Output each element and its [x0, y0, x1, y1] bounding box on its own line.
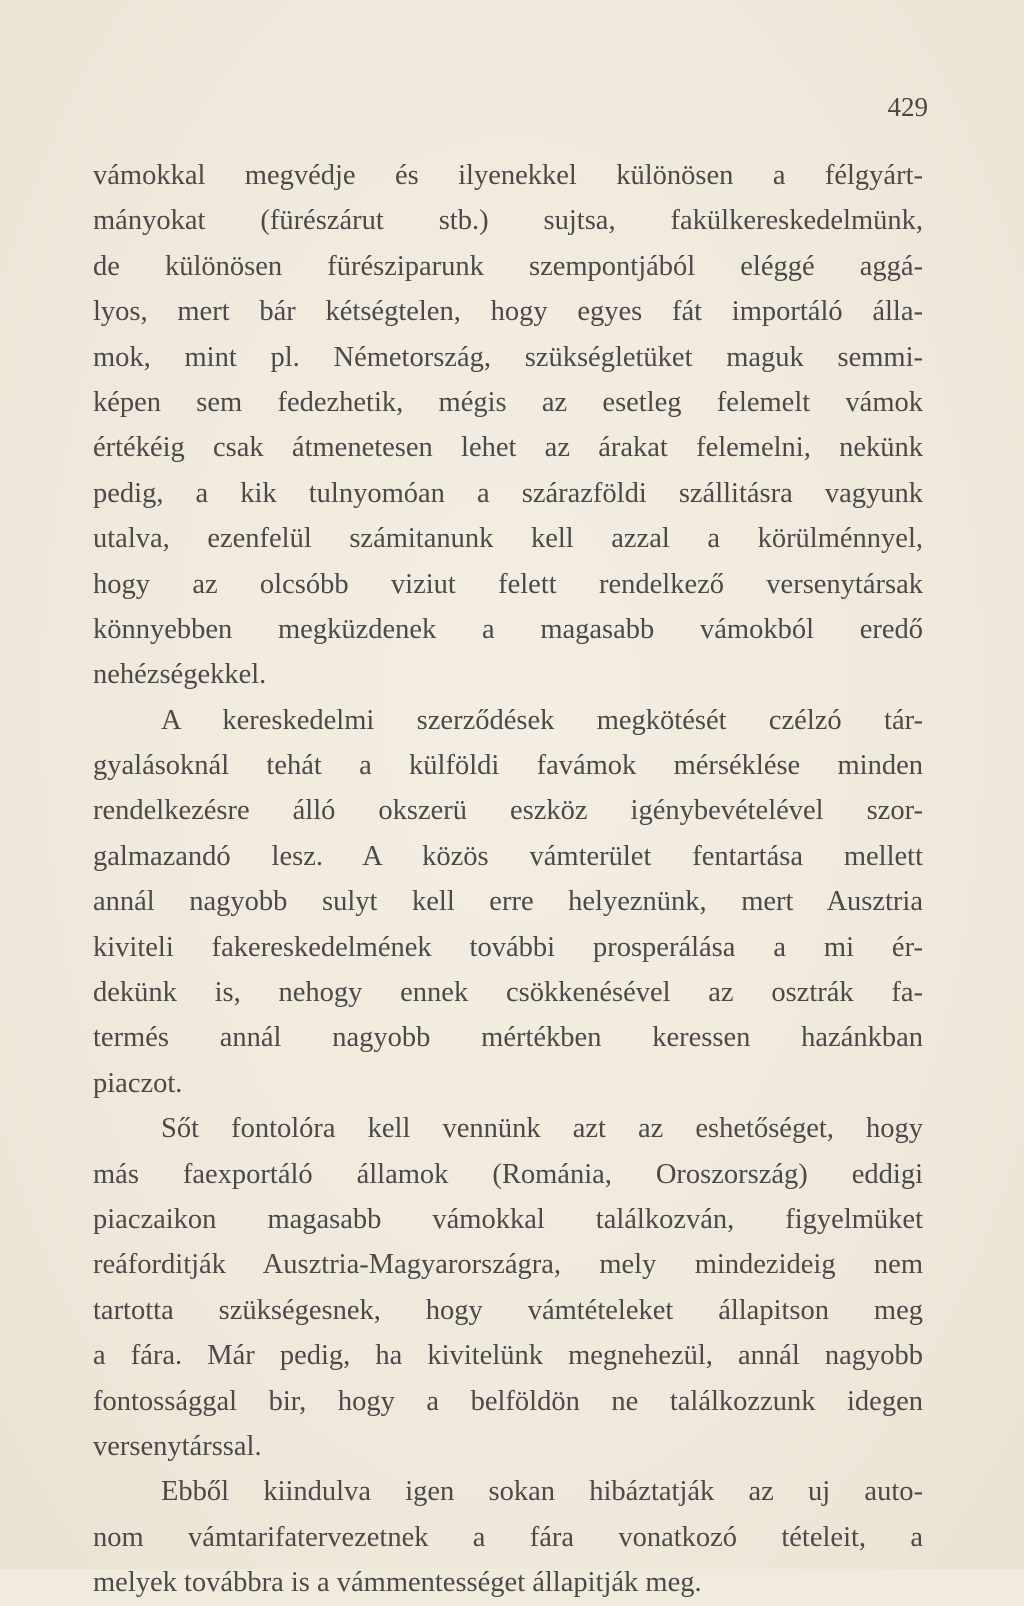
text-line: képen sem fedezhetik, mégis az esetleg felemelt vámok: [93, 386, 923, 418]
text-line: kiviteli fakereskedelmének további prosperálása a mi ér-: [93, 931, 923, 963]
text-line: hogy az olcsóbb viziut felett rendelkező versenytársak: [93, 568, 923, 600]
text-line: értékéig csak átmenetesen lehet az árakat felemelni, nekünk: [93, 432, 923, 464]
text-line: nom vámtarifatervezetnek a fára vonatkozó tételeit, a: [93, 1521, 923, 1553]
text-line: rendelkezésre álló okszerü eszköz igénybevételével szor-: [93, 795, 923, 827]
text-line: piaczaikon magasabb vámokkal találkozván, figyelmüket: [93, 1203, 923, 1235]
text-line: nehézségekkel.: [93, 659, 267, 691]
text-line: fontossággal bir, hogy a belföldön ne találkozzunk idegen: [93, 1385, 923, 1417]
text-line: lyos, mert bár kétségtelen, hogy egyes fát importáló álla-: [93, 296, 923, 328]
text-line: galmazandó lesz. A közös vámterület fentartása mellett: [93, 840, 923, 872]
text-line: A kereskedelmi szerződések megkötését czélzó tár-: [161, 704, 923, 736]
text-line: Ebből kiindulva igen sokan hibáztatják az uj auto-: [161, 1476, 923, 1508]
page-number: 429: [887, 92, 928, 122]
text-line: mányokat (fürészárut stb.) sujtsa, fakülkereskedelmünk,: [93, 205, 923, 237]
text-line: melyek továbbra is a vámmentességet állapitják meg.: [93, 1567, 702, 1599]
text-line: vámokkal megvédje és ilyenekkel különösen a félgyárt-: [93, 160, 923, 191]
text-line: tartotta szükségesnek, hogy vámtételeket állapitson meg: [93, 1294, 923, 1326]
text-line: annál nagyobb sulyt kell erre helyeznünk, mert Ausztria: [93, 886, 923, 918]
body-text: [93, 153, 923, 1606]
text-line: reáforditják Ausztria-Magyarországra, mely mindezideig nem: [93, 1249, 923, 1281]
text-line: piaczot.: [93, 1067, 183, 1099]
text-line: utalva, ezenfelül számitanunk kell azzal a körülménnyel,: [93, 523, 923, 555]
text-line: Sőt fontolóra kell vennünk azt az eshetőséget, hogy: [161, 1113, 923, 1145]
text-line: de különösen fürésziparunk szempontjából eléggé aggá-: [93, 250, 923, 282]
text-line: dekünk is, nehogy ennek csökkenésével az osztrák fa-: [93, 977, 923, 1009]
text-line: versenytárssal.: [93, 1430, 262, 1462]
text-line: mok, mint pl. Németország, szükségletüket maguk semmi-: [93, 341, 923, 373]
text-line: gyalásoknál tehát a külföldi favámok mérséklése minden: [93, 750, 923, 782]
text-line: a fára. Már pedig, ha kivitelünk megnehezül, annál nagyobb: [93, 1340, 923, 1372]
text-line: pedig, a kik tulnyomóan a szárazföldi szállitásra vagyunk: [93, 477, 923, 509]
text-line: termés annál nagyobb mértékben keressen hazánkban: [93, 1022, 923, 1054]
text-line: más faexportáló államok (Románia, Oroszország) eddigi: [93, 1158, 923, 1190]
text-line: könnyebben megküzdenek a magasabb vámokból eredő: [93, 613, 923, 645]
